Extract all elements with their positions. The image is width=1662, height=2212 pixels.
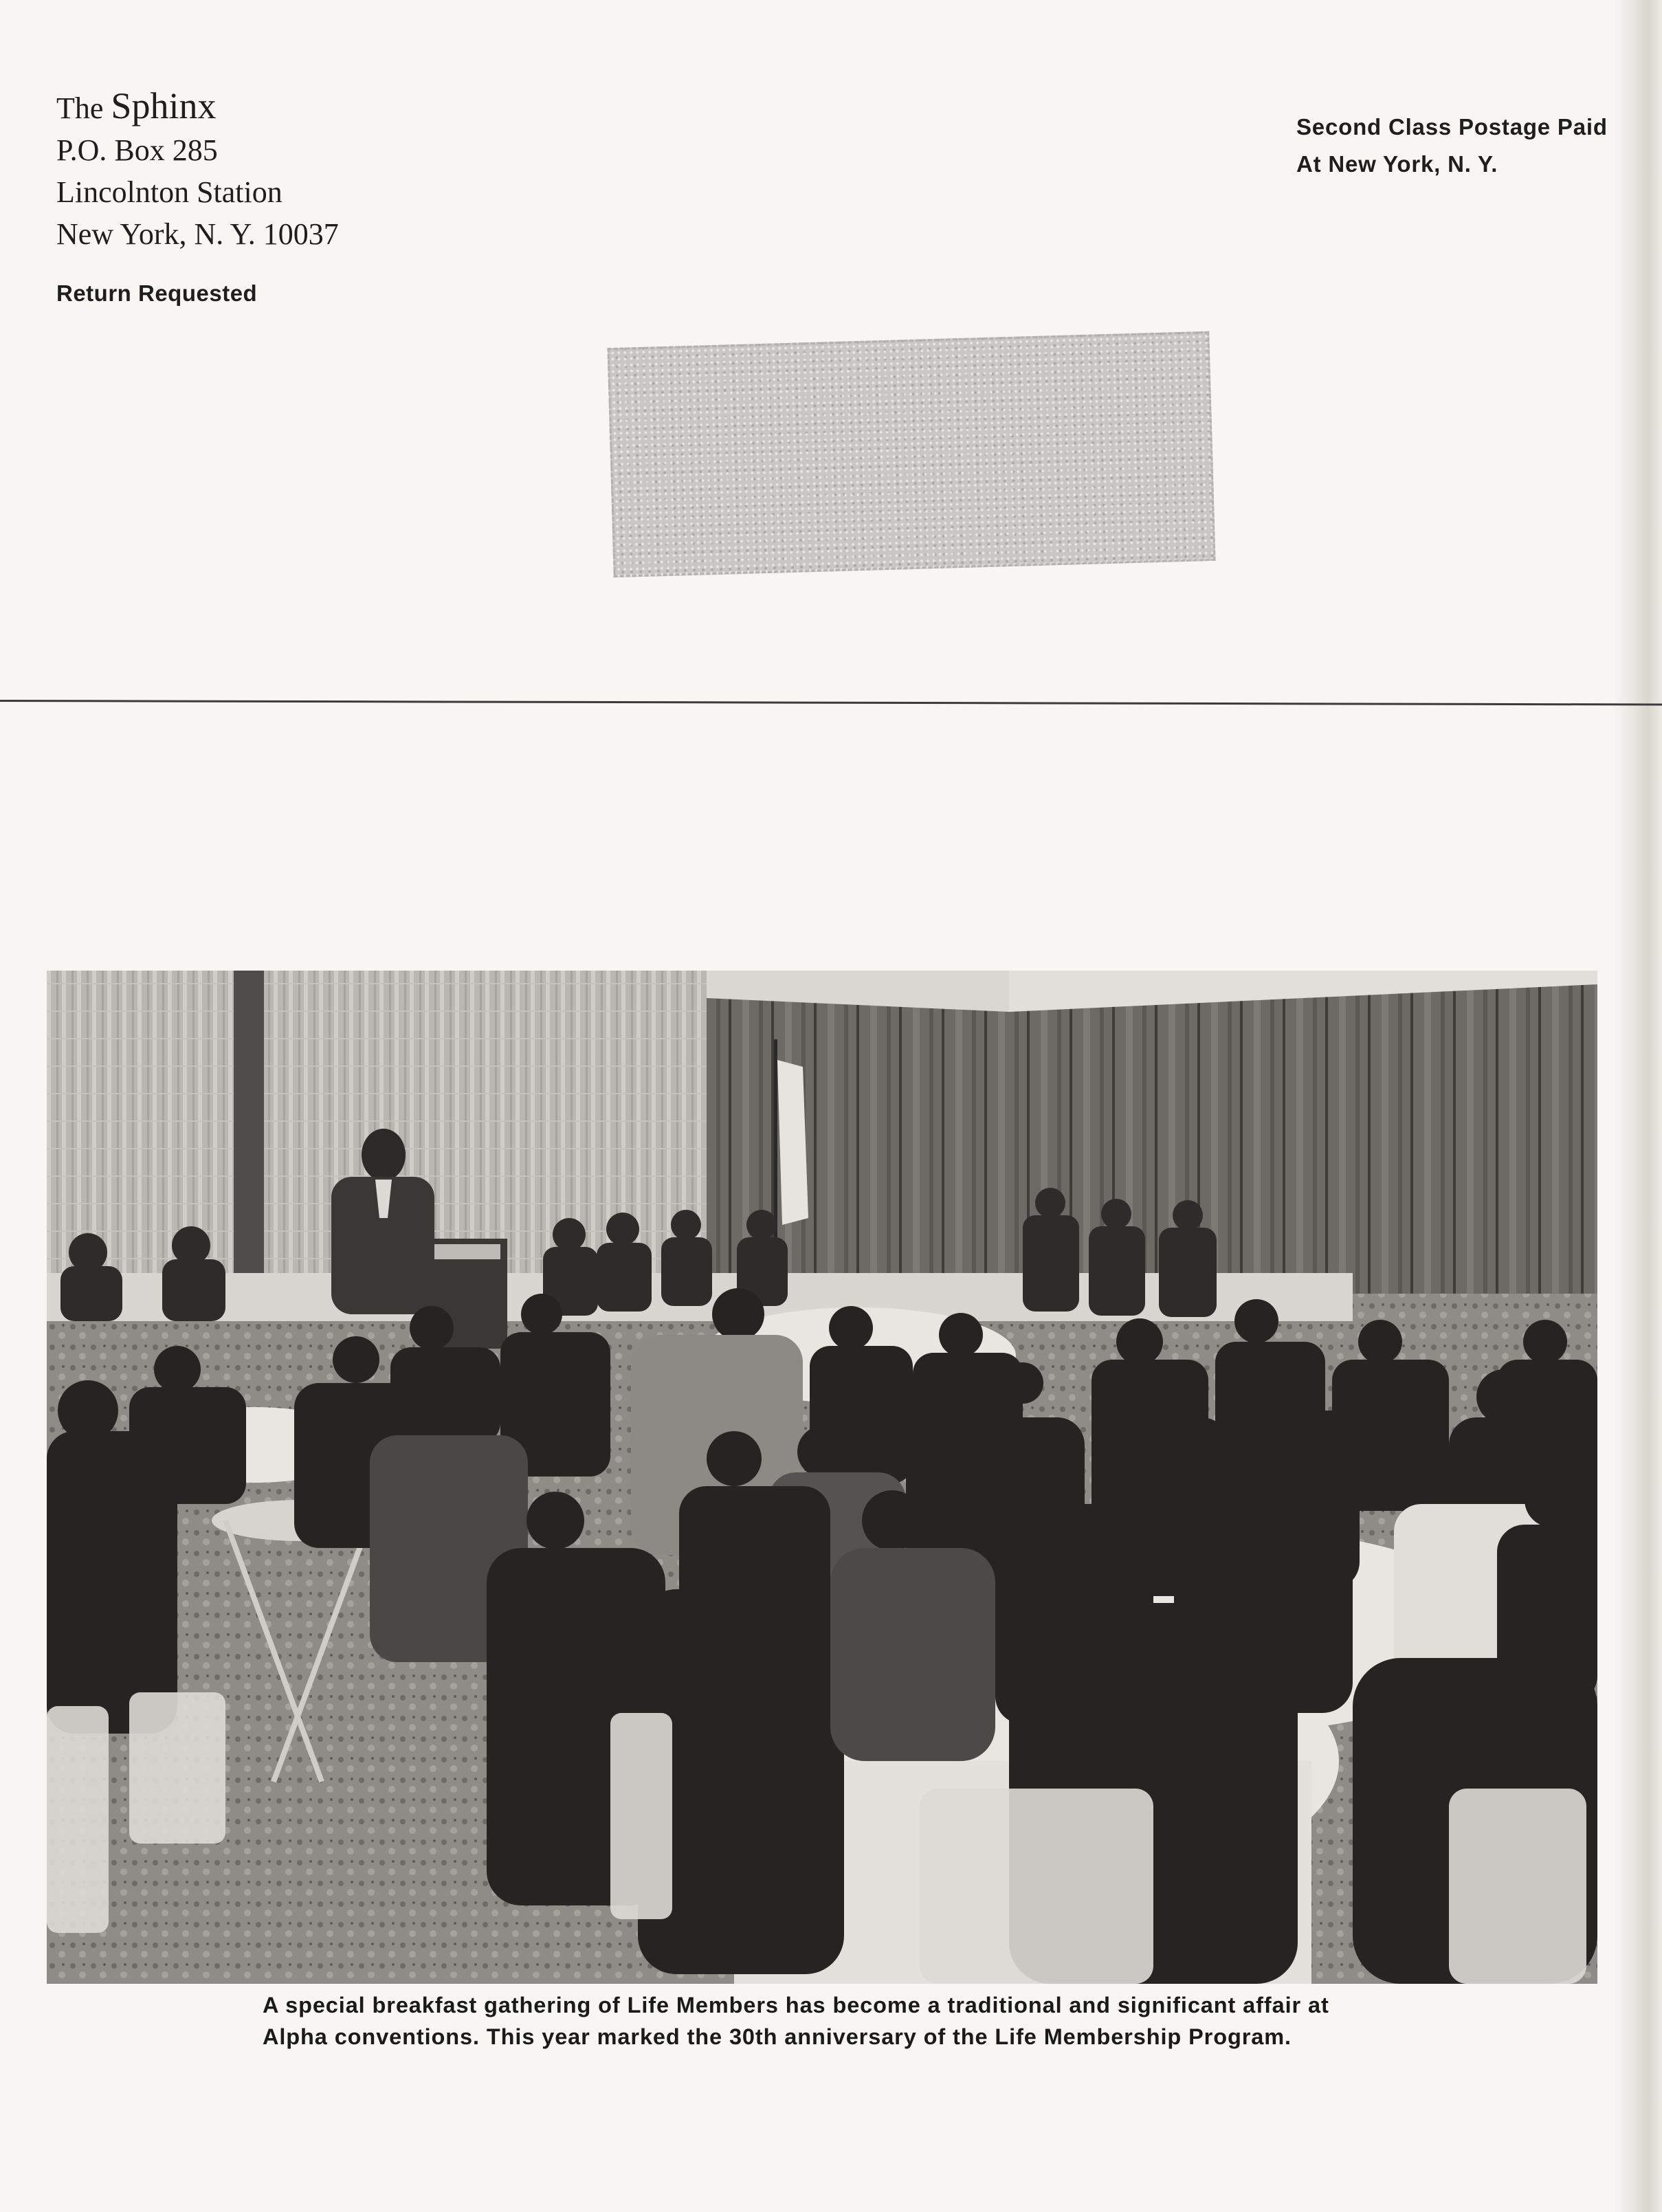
return-address-station: Lincolnton Station [56, 175, 282, 209]
banquet-photo [47, 971, 1597, 1984]
caption-line-2: Alpha conventions. This year marked the 30th anniversary of the Life Membership Program. [263, 2024, 1292, 2049]
photo-caption [263, 1989, 1390, 2053]
postage-indicia [1296, 109, 1608, 183]
return-address-city: New York, N. Y. 10037 [56, 217, 339, 251]
return-address [56, 85, 339, 255]
return-address-the: The [56, 91, 104, 125]
page-edge-shadow [1614, 0, 1662, 2212]
caption-line-1: A special breakfast gathering of Life Members has become a traditional and significant affair at [263, 1993, 1329, 2017]
postage-line-2: At New York, N. Y. [1296, 151, 1498, 177]
fold-line [0, 700, 1662, 705]
return-address-box: P.O. Box 285 [56, 133, 218, 167]
postage-line-1: Second Class Postage Paid [1296, 114, 1608, 140]
torn-address-label [608, 331, 1216, 577]
return-requested: Return Requested [56, 280, 258, 306]
return-address-name: Sphinx [111, 85, 217, 126]
banquet-photo-illustration [47, 971, 1597, 1984]
return-address-title [56, 85, 339, 129]
